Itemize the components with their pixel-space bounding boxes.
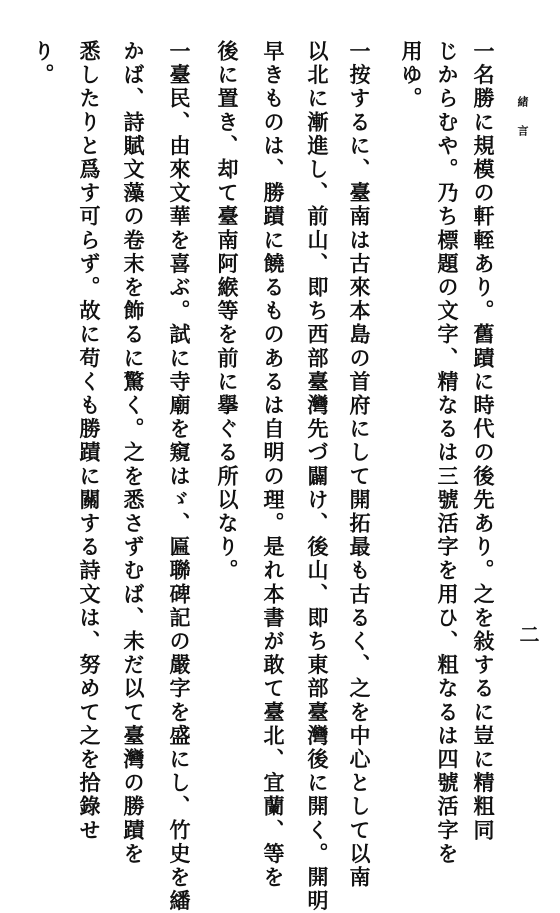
text-column: じからむや。乃ち標題の文字、精なるは三號活字を用ひ、粗なるは四號活字を (435, 40, 460, 866)
text-column: 一按するに、臺南は古來本島の首府にして開拓最も古るく、之を中心として以南 (347, 40, 372, 890)
text-column: かば、詩賦文藻の卷末を飾るに驚く。之を悉さずむば、未だ以て臺灣の勝蹟を (121, 40, 146, 866)
text-column: 悉したりと爲す可らず。故に苟くも勝蹟に關する詩文は、努めて之を拾錄せ (77, 40, 102, 843)
text-column: 一名勝に規模の軒輊あり。舊蹟に時代の後先あり。之を敍するに豈に精粗同 (471, 40, 496, 843)
text-column: 早きものは、勝蹟に饒るものあるは自明の理。是れ本書が敢て臺北、宜蘭、等を (261, 40, 286, 890)
text-column: り。 (31, 40, 56, 88)
running-header: 緒言 (516, 96, 529, 154)
page-number: 二 (516, 624, 540, 644)
text-column: 以北に漸進し、前山、即ち西部臺灣先づ闢け、後山、即ち東部臺灣後に開く。開明 (305, 40, 330, 913)
text-column: 後に置き、却て臺南阿緱等を前に擧ぐる所以なり。 (215, 40, 240, 583)
text-column: 一臺民、由來文華を喜ぶ。試に寺廟を窺はゞ、匾聯碑記の嚴字を盛にし、竹史を繙 (167, 40, 192, 913)
text-column: 用ゆ。 (399, 40, 424, 111)
